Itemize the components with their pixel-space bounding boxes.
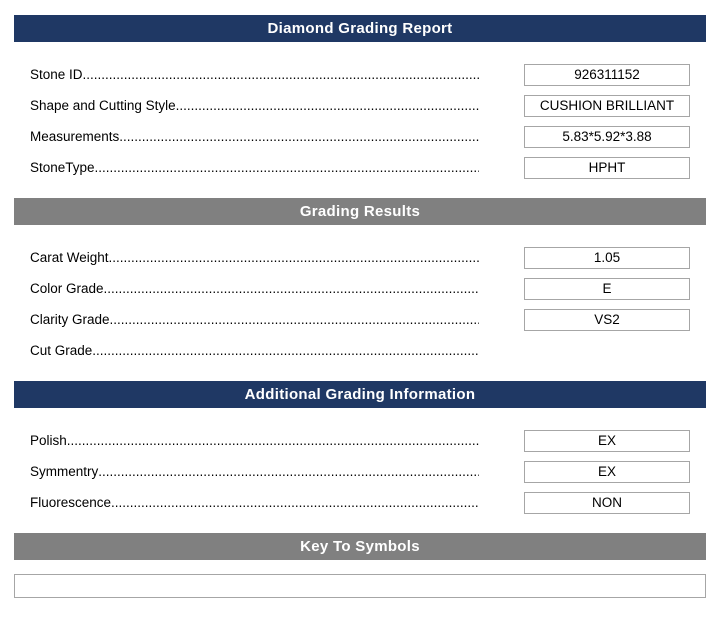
field-label: StoneType	[30, 160, 95, 175]
field-row-cut-grade	[30, 335, 690, 366]
dot-leader	[95, 160, 479, 175]
field-label: Color Grade	[30, 281, 104, 296]
report-title-bar	[14, 15, 706, 42]
field-value: EX	[597, 464, 616, 479]
field-label: Measurements	[30, 129, 120, 144]
field-row-measurements	[30, 121, 690, 152]
field-value-box	[524, 95, 690, 117]
field-value: HPHT	[588, 160, 626, 175]
field-value: EX	[597, 433, 616, 448]
field-row-stone-id	[30, 59, 690, 90]
additional-grading-section	[14, 408, 706, 533]
field-row-clarity-grade	[30, 304, 690, 335]
field-value-box	[524, 430, 690, 452]
field-value: 1.05	[593, 250, 621, 265]
dot-leader	[98, 464, 479, 479]
dot-leader	[111, 495, 479, 510]
section-header-key-to-symbols	[14, 533, 706, 560]
field-label: Cut Grade	[30, 343, 93, 358]
section-header-label: Grading Results	[299, 203, 421, 220]
field-label: Carat Weight	[30, 250, 109, 265]
field-value: 5.83*5.92*3.88	[562, 129, 652, 144]
field-row-polish	[30, 425, 690, 456]
section-header-label: Key To Symbols	[300, 538, 420, 555]
dot-leader	[83, 67, 479, 82]
dot-leader	[67, 433, 479, 448]
field-label: Polish	[30, 433, 67, 448]
field-value: VS2	[594, 312, 620, 327]
field-row-fluorescence	[30, 487, 690, 518]
dot-leader	[109, 250, 479, 265]
field-value-box	[524, 247, 690, 269]
section-header-label: Additional Grading Information	[244, 386, 476, 403]
field-label: Symmentry	[30, 464, 99, 479]
dot-leader	[104, 281, 479, 296]
field-value-box	[524, 309, 690, 331]
field-row-shape	[30, 90, 690, 121]
key-to-symbols-box	[14, 574, 706, 598]
field-value: E	[602, 281, 612, 296]
field-row-stone-type	[30, 152, 690, 183]
field-value-box	[524, 278, 690, 300]
field-value-box	[524, 64, 690, 86]
field-value-box	[524, 492, 690, 514]
field-value-box	[524, 461, 690, 483]
field-label: Stone ID	[30, 67, 83, 82]
dot-leader	[119, 129, 479, 144]
dot-leader	[92, 343, 479, 358]
field-value-box	[524, 126, 690, 148]
section-header-grading-results	[14, 198, 706, 225]
field-value-box	[524, 157, 690, 179]
field-value: 926311152	[574, 67, 640, 82]
dot-leader	[110, 312, 479, 327]
field-label: Clarity Grade	[30, 312, 110, 327]
field-value: NON	[592, 495, 622, 510]
section-header-additional-grading	[14, 381, 706, 408]
field-label: Fluorescence	[30, 495, 112, 510]
field-row-color-grade	[30, 273, 690, 304]
report-title: Diamond Grading Report	[267, 20, 453, 37]
field-row-symmetry	[30, 456, 690, 487]
dot-leader	[176, 98, 479, 113]
field-label: Shape and Cutting Style	[30, 98, 176, 113]
identification-section	[14, 42, 706, 198]
field-row-carat-weight	[30, 242, 690, 273]
grading-results-section	[14, 225, 706, 381]
field-value: CUSHION BRILLIANT	[539, 98, 675, 113]
